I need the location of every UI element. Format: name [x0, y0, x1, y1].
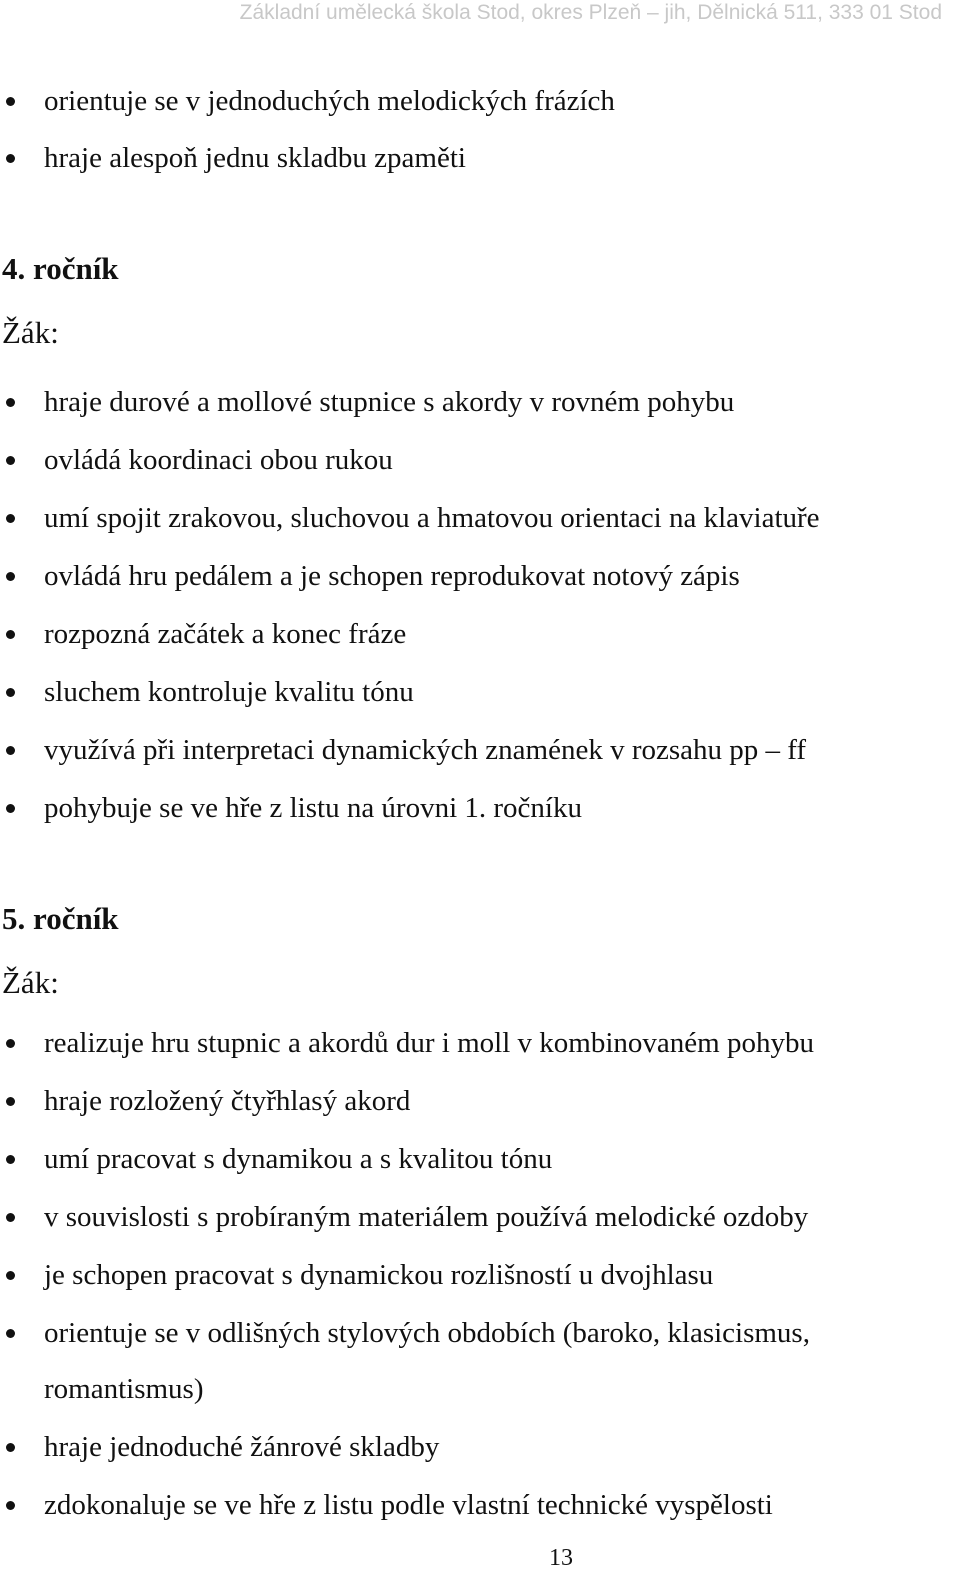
- grade4-title: 4. ročník: [2, 251, 119, 286]
- list-item: hraje durové a mollové stupnice s akordy v rovném pohybu: [44, 386, 735, 418]
- list-item: pohybuje se ve hře z listu na úrovni 1. ročníku: [44, 792, 582, 824]
- list-item: ovládá hru pedálem a je schopen reprodukovat notový zápis: [44, 560, 740, 592]
- bullet-icon: [6, 1039, 15, 1048]
- list-item: hraje jednoduché žánrové skladby: [44, 1431, 440, 1463]
- bullet-icon: [6, 514, 15, 523]
- page-number: 13: [549, 1545, 573, 1571]
- bullet-icon: [6, 1501, 15, 1510]
- list-item: umí spojit zrakovou, sluchovou a hmatovou orientaci na klaviatuře: [44, 502, 820, 534]
- list-item: sluchem kontroluje kvalitu tónu: [44, 676, 414, 708]
- bullet-icon: [6, 1213, 15, 1222]
- list-item: orientuje se v jednoduchých melodických frázích: [44, 85, 615, 117]
- bullet-icon: [6, 456, 15, 465]
- grade5-title: 5. ročník: [2, 901, 119, 936]
- bullet-icon: [6, 1155, 15, 1164]
- grade4-pupil-label: Žák:: [2, 315, 59, 350]
- list-item: realizuje hru stupnic a akordů dur i moll v kombinovaném pohybu: [44, 1027, 814, 1059]
- list-item: ovládá koordinaci obou rukou: [44, 444, 393, 476]
- bullet-icon: [6, 688, 15, 697]
- bullet-icon: [6, 630, 15, 639]
- list-item: využívá při interpretaci dynamických znamének v rozsahu pp – ff: [44, 734, 807, 766]
- list-item: hraje rozložený čtyřhlasý akord: [44, 1085, 411, 1117]
- list-item: hraje alespoň jednu skladbu zpaměti: [44, 142, 466, 174]
- bullet-icon: [6, 572, 15, 581]
- bullet-icon: [6, 97, 15, 106]
- bullet-icon: [6, 1329, 15, 1338]
- list-item: rozpozná začátek a konec fráze: [44, 618, 407, 650]
- bullet-icon: [6, 746, 15, 755]
- list-item: je schopen pracovat s dynamickou rozlišností u dvojhlasu: [44, 1259, 714, 1291]
- bullet-icon: [6, 1443, 15, 1452]
- bullet-icon: [6, 1097, 15, 1106]
- list-item: zdokonaluje se ve hře z listu podle vlastní technické vyspělosti: [44, 1489, 773, 1521]
- bullet-icon: [6, 804, 15, 813]
- grade5-pupil-label: Žák:: [2, 965, 59, 1000]
- bullet-icon: [6, 398, 15, 407]
- bullet-icon: [6, 154, 15, 163]
- list-item-continuation: romantismus): [44, 1373, 204, 1405]
- list-item: umí pracovat s dynamikou a s kvalitou tónu: [44, 1143, 553, 1175]
- list-item: v souvislosti s probíraným materiálem používá melodické ozdoby: [44, 1201, 809, 1233]
- bullet-icon: [6, 1271, 15, 1280]
- page-header: Základní umělecká škola Stod, okres Plzeň – jih, Dělnická 511, 333 01 Stod: [239, 1, 942, 24]
- list-item: orientuje se v odlišných stylových obdobích (baroko, klasicismus,: [44, 1317, 810, 1349]
